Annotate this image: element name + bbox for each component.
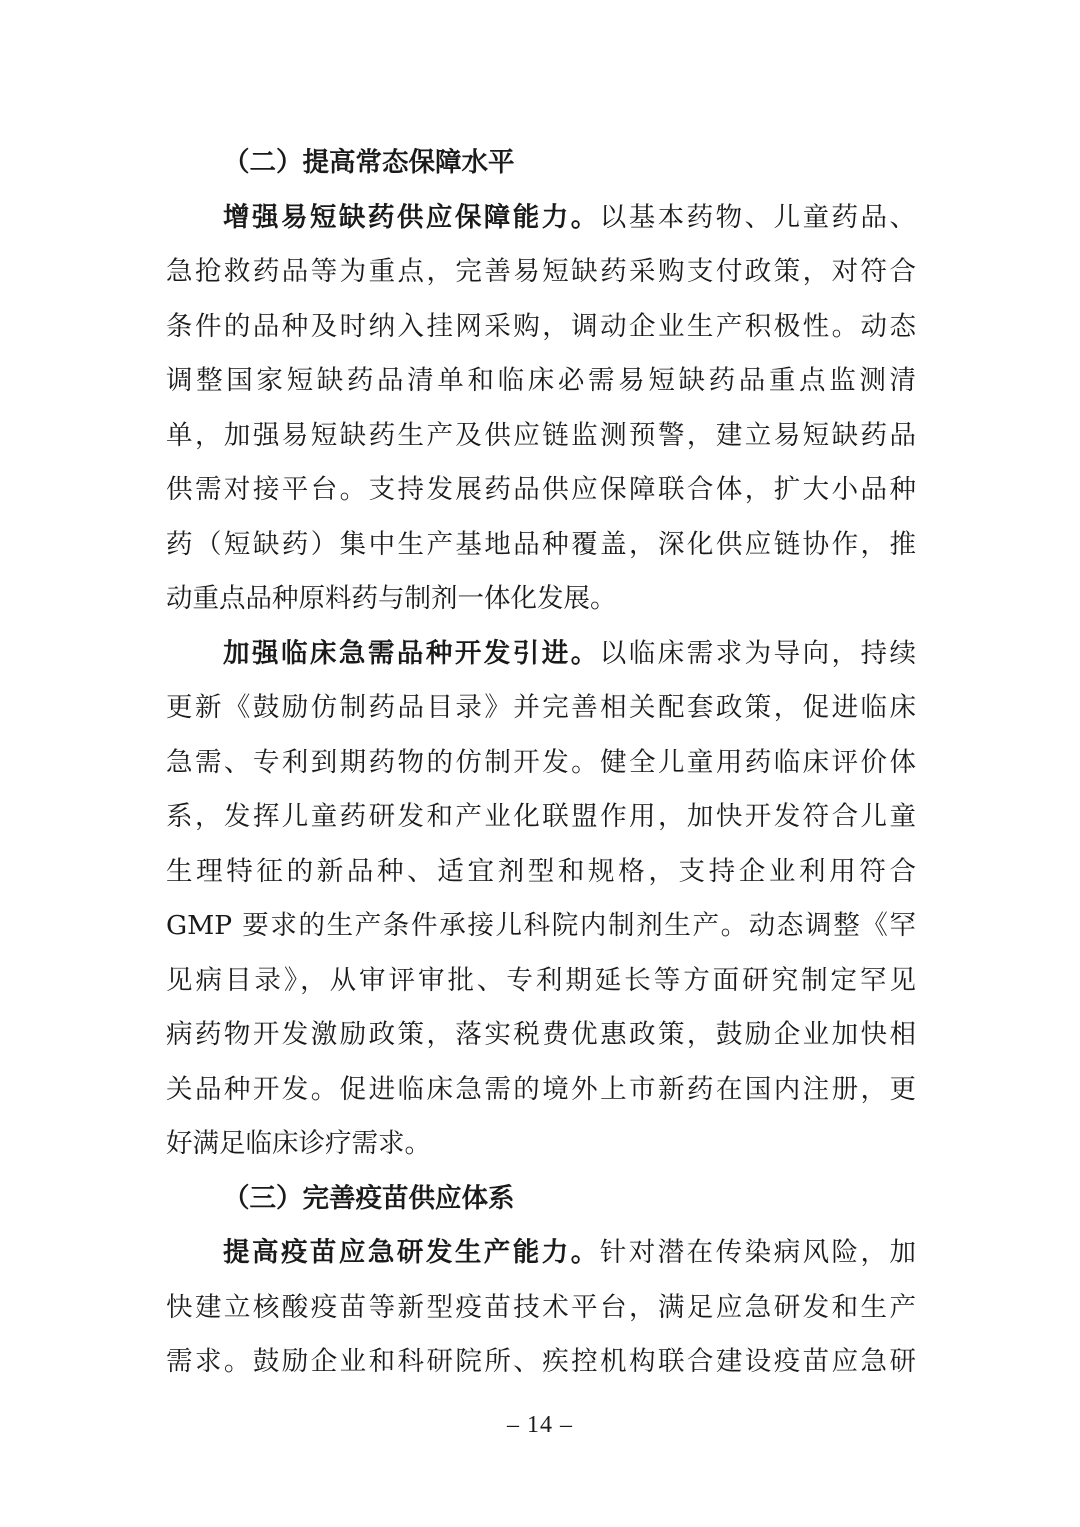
page-number: – 14 – bbox=[507, 1412, 573, 1438]
paragraph-line bbox=[166, 191, 916, 246]
paragraph-line: 好满足临床诊疗需求。 bbox=[166, 1128, 431, 1159]
paragraph-line: 单，加强易短缺药生产及供应链监测预警，建立易短缺药品 bbox=[166, 419, 916, 451]
paragraph-line: 药（短缺药）集中生产基地品种覆盖，深化供应链协作，推 bbox=[166, 528, 916, 560]
section-heading: （三）完善疫苗供应体系 bbox=[223, 1182, 515, 1214]
section-heading: （二）提高常态保障水平 bbox=[223, 147, 515, 178]
paragraph-lead: 提高疫苗应急研发生产能力。 bbox=[223, 1237, 600, 1268]
paragraph-line: 动重点品种原料药与制剂一体化发展。 bbox=[166, 583, 617, 614]
paragraph-line: 病药物开发激励政策，落实税费优惠政策，鼓励企业加快相 bbox=[166, 1019, 916, 1050]
paragraph-line: 关品种开发。促进临床急需的境外上市新药在国内注册，更 bbox=[166, 1073, 916, 1105]
paragraph-line: 急需、专利到期药物的仿制开发。健全儿童用药临床评价体 bbox=[166, 746, 916, 778]
paragraph-line: 条件的品种及时纳入挂网采购，调动企业生产积极性。动态 bbox=[166, 310, 916, 342]
paragraph-lead: 增强易短缺药供应保障能力。 bbox=[223, 201, 600, 233]
document-body bbox=[166, 136, 916, 1390]
paragraph-line: 急抢救药品等为重点，完善易短缺药采购支付政策，对符合 bbox=[166, 256, 916, 287]
paragraph-line bbox=[166, 1226, 916, 1281]
paragraph-line: 见病目录》，从审评审批、专利期延长等方面研究制定罕见 bbox=[166, 964, 916, 996]
paragraph-line: GMP 要求的生产条件承接儿科院内制剂生产。动态调整《罕 bbox=[166, 910, 916, 941]
paragraph-text: 以基本药物、儿童药品、 bbox=[599, 201, 917, 233]
paragraph-line: 供需对接平台。支持发展药品供应保障联合体，扩大小品种 bbox=[166, 474, 916, 505]
paragraph-line: 需求。鼓励企业和科研院所、疾控机构联合建设疫苗应急研 bbox=[166, 1346, 916, 1377]
paragraph-line: 生理特征的新品种、适宜剂型和规格，支持企业利用符合 bbox=[166, 855, 916, 887]
paragraph-line: 更新《鼓励仿制药品目录》并完善相关配套政策，促进临床 bbox=[166, 692, 916, 723]
paragraph-text: 针对潜在传染病风险，加 bbox=[599, 1237, 917, 1268]
paragraph-line bbox=[166, 627, 916, 682]
paragraph-line: 快建立核酸疫苗等新型疫苗技术平台，满足应急研发和生产 bbox=[166, 1291, 916, 1323]
paragraph-lead: 加强临床急需品种开发引进。 bbox=[223, 637, 600, 669]
paragraph-text: 以临床需求为导向，持续 bbox=[599, 637, 917, 669]
paragraph-line: 调整国家短缺药品清单和临床必需易短缺药品重点监测清 bbox=[166, 365, 916, 396]
paragraph-line: 系，发挥儿童药研发和产业化联盟作用，加快开发符合儿童 bbox=[166, 801, 916, 832]
